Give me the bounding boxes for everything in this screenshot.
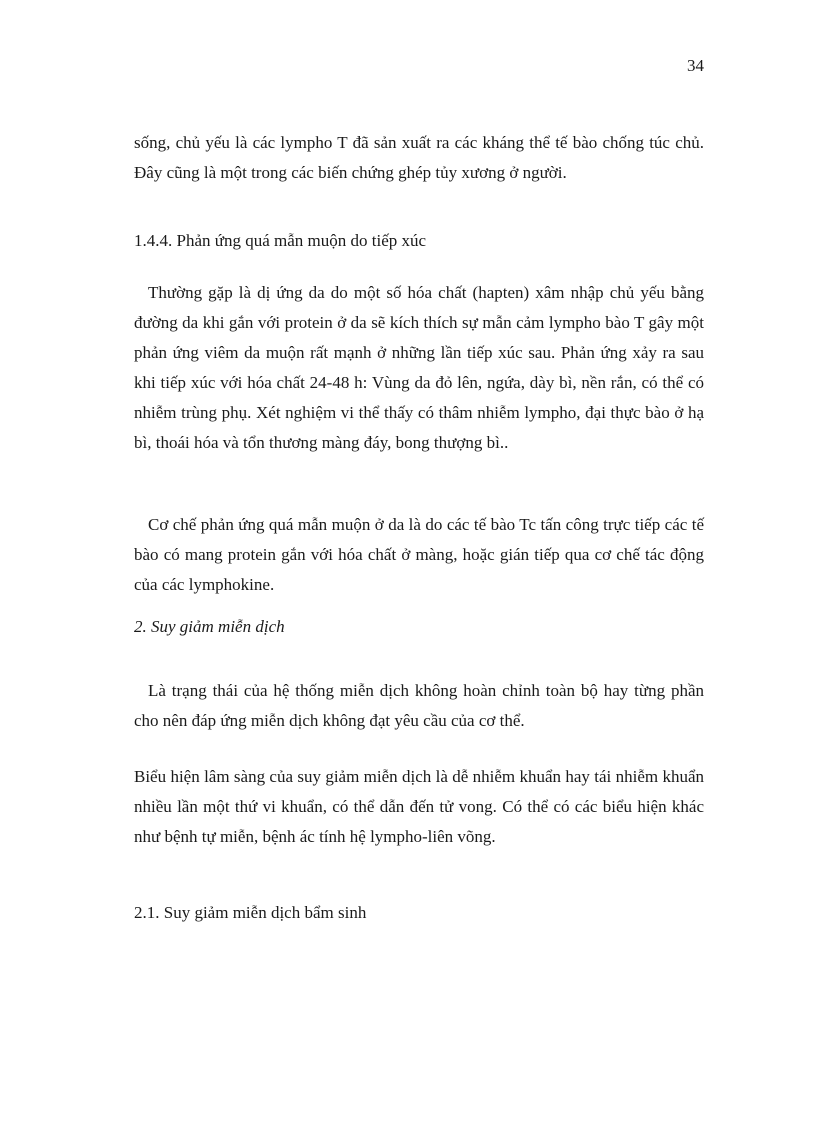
paragraph-immunodeficiency-definition: Là trạng thái của hệ thống miễn dịch không hoàn chỉnh toàn bộ hay từng phần cho nên đáp ứng miễn dịch không đạt yêu cầu của cơ thể. bbox=[134, 681, 704, 730]
paragraph-contact-allergy: Thường gặp là dị ứng da do một số hóa chất (hapten) xâm nhập chủ yếu bằng đường da khi gắn với protein ở da sẽ kích thích sự mẫn cảm lympho bào T gây một phản ứng viêm da muộn rất mạnh ở những lần tiếp xúc sau. Phản ứng xảy ra sau khi tiếp xúc với hóa chất 24-48 h: Vùng da đỏ lên, ngứa, dày bì, nền rắn, có thể có nhiễm trùng phụ. Xét nghiệm vi thể thấy có thâm nhiễm lympho, đại thực bào ở hạ bì, thoái hóa và tổn thương màng đáy, bong thượng bì.. bbox=[134, 283, 704, 452]
section-heading-1-4-4: 1.4.4. Phản ứng quá mẫn muộn do tiếp xúc bbox=[134, 231, 427, 250]
paragraph-graft-complication: sống, chủ yếu là các lympho T đã sản xuất ra các kháng thể tế bào chống túc chủ. Đây cũng là một trong các biến chứng ghép tủy xương ở người. bbox=[134, 133, 704, 182]
section-heading-2: 2. Suy giảm miễn dịch bbox=[134, 617, 285, 636]
paragraph-clinical-manifestations: Biểu hiện lâm sàng của suy giảm miễn dịch là dễ nhiễm khuẩn hay tái nhiễm khuẩn nhiều lần một thứ vi khuẩn, có thể dẫn đến tử vong. Có thể có các biểu hiện khác như bệnh tự miễn, bệnh ác tính hệ lympho-liên võng. bbox=[134, 767, 704, 846]
paragraph-delayed-mechanism: Cơ chế phản ứng quá mẫn muộn ở da là do các tế bào Tc tấn công trực tiếp các tế bào có mang protein gắn với hóa chất ở màng, hoặc gián tiếp qua cơ chế tác động của các lymphokine. bbox=[134, 515, 704, 594]
section-heading-2-1: 2.1. Suy giảm miễn dịch bẩm sinh bbox=[134, 903, 367, 922]
page-number: 34 bbox=[687, 56, 704, 75]
